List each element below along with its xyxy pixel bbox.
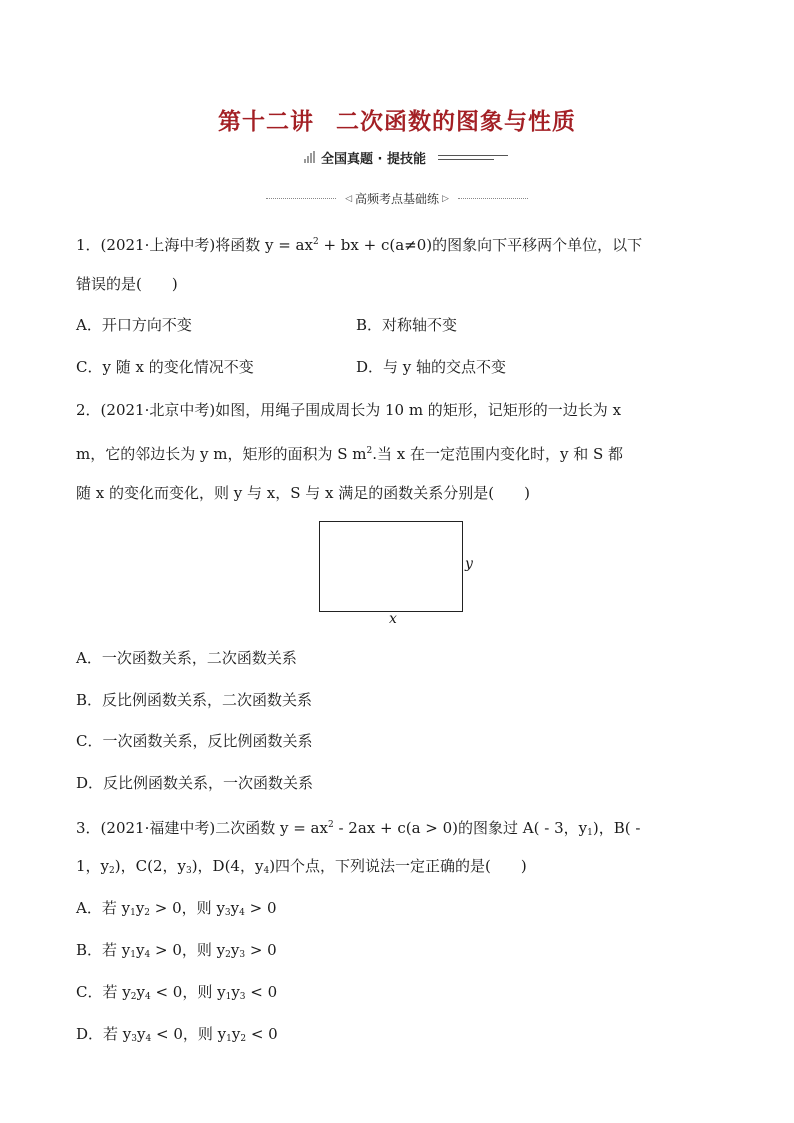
q1-option-d[interactable]: D．与 y 轴的交点不变 <box>356 358 507 376</box>
lesson-topic: 二次函数的图象与性质 <box>336 109 576 135</box>
figure-label-y: y <box>465 556 473 572</box>
signal-bars-icon <box>304 151 315 163</box>
triangle-left-icon: ◁ <box>345 193 352 204</box>
q1-option-b[interactable]: B．对称轴不变 <box>356 316 458 334</box>
divider-right <box>458 198 528 199</box>
figure-label-x: x <box>389 611 397 627</box>
q2-stem-line3: 随 x 的变化而变化，则 y 与 x，S 与 x 满足的函数关系分别是( ) <box>76 484 530 502</box>
q2-option-d[interactable]: D．反比例函数关系，一次函数关系 <box>76 774 314 792</box>
rectangle-figure <box>319 521 463 612</box>
page-title <box>0 103 794 136</box>
q3-option-a[interactable]: A．若 $y_1y_2 > 0$，则 $y_3y_4 > 0$ <box>76 899 277 918</box>
divider-left <box>266 198 336 199</box>
q3-option-b[interactable]: B．若 $y_1y_4 > 0$，则 $y_2y_3 > 0$ <box>76 941 277 960</box>
q2-option-a[interactable]: A．一次函数关系，二次函数关系 <box>76 649 297 667</box>
q3-option-d[interactable]: D．若 $y_3y_4 < 0$，则 $y_1y_2 < 0$ <box>76 1025 278 1044</box>
q2-option-b[interactable]: B．反比例函数关系，二次函数关系 <box>76 691 313 709</box>
section-title: 高频考点基础练 <box>354 192 439 206</box>
triangle-right-icon: ▷ <box>442 193 449 204</box>
q2-stem-line2: m，它的邻边长为 y m，矩形的面积为 S $m^2$.当 x 在一定范围内变化时，y 和 S 都 <box>76 445 624 463</box>
q1-stem-line1: 1．(2021·上海中考)将函数 $y = ax^2$ + bx + c(a≠0)的图象向下平移两个单位，以下 <box>76 236 643 254</box>
subtitle-row <box>304 147 508 167</box>
section-heading <box>0 190 794 207</box>
q3-stem-line2: 1，$y_2$)，C(2，$y_3$)，D(4，$y_4$)四个点，下列说法一定正确的是( ) <box>76 857 527 876</box>
lesson-number: 第十二讲 <box>218 109 314 135</box>
subtitle: 全国真题 · 提技能 <box>321 151 426 167</box>
q1-option-a[interactable]: A．开口方向不变 <box>76 316 192 334</box>
q2-option-c[interactable]: C．一次函数关系，反比例函数关系 <box>76 732 313 750</box>
q3-stem-line1: 3．(2021·福建中考)二次函数 $y = ax^2 - 2ax + c(a > 0)$的图象过 A( - 3，$y_1$)，B( - <box>76 819 641 838</box>
decorative-lines <box>438 152 508 163</box>
q3-option-c[interactable]: C．若 $y_2y_4 < 0$，则 $y_1y_3 < 0$ <box>76 983 278 1002</box>
q1-option-c[interactable]: C．y 随 x 的变化情况不变 <box>76 358 254 376</box>
q2-stem-line1: 2．(2021·北京中考)如图，用绳子围成周长为 10 m 的矩形，记矩形的一边长为 x <box>76 401 622 419</box>
q1-stem-line2: 错误的是( ) <box>76 275 178 293</box>
